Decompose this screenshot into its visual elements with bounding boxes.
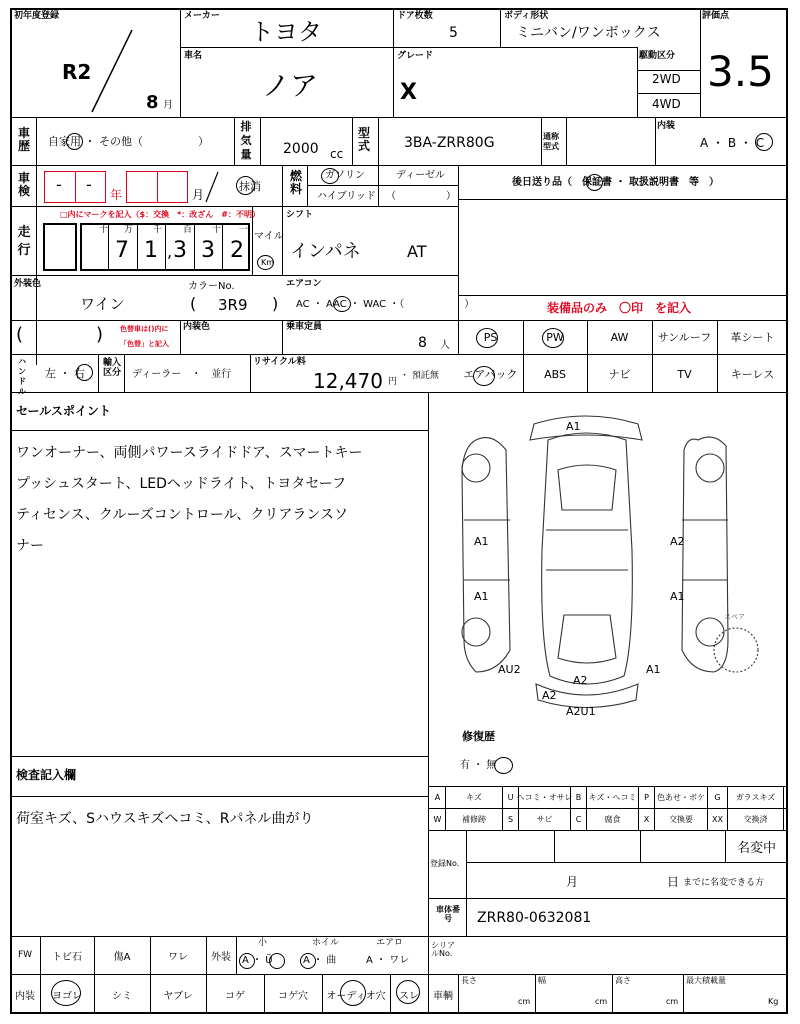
rule (282, 165, 283, 275)
code-key: U (503, 786, 519, 808)
recycle-value: 12,470 (313, 369, 383, 393)
fuel-label: 燃料 (289, 169, 302, 196)
shift-position: インパネ (290, 241, 361, 262)
handle-value: 左 ・ 右 (45, 367, 85, 380)
rule (250, 354, 251, 392)
inspection-text: 荷室キズ、Sハウスキズヘコミ、Rパネル曲がり (16, 811, 314, 827)
rule (108, 223, 109, 271)
rule (236, 936, 237, 974)
circle-mark (66, 133, 83, 150)
recycle-unit: 円 (388, 377, 398, 387)
chassis-value: ZRR80-0632081 (477, 910, 592, 926)
dim-unit: Kg (768, 997, 779, 1006)
maker-label: メーカー (184, 11, 220, 21)
rule (683, 974, 684, 1014)
circle-mark (257, 255, 274, 270)
circle-mark (236, 176, 255, 195)
diagram-label: A1 (566, 420, 581, 433)
rule (10, 117, 788, 118)
rule (165, 223, 166, 271)
car-diagram (436, 410, 782, 720)
name-label: 車名 (184, 51, 203, 61)
name-change-label: 名変中 (737, 841, 777, 856)
drive-2wd: 2WD (652, 72, 681, 86)
diagram-label: A1 (474, 590, 489, 603)
rear-window (558, 615, 616, 663)
diagram-label: A1 (646, 663, 661, 676)
dim-height-label: 高さ (615, 976, 631, 985)
equip-keyless[interactable]: キーレス (730, 368, 775, 381)
rule (10, 796, 428, 797)
rule (180, 320, 181, 354)
fuel-open: （ (386, 191, 396, 202)
after-delivery-label: 後日送り品（ 保証書 ・ 取扱説明書 等 ） (512, 177, 719, 188)
dims-label: 車輌 (433, 990, 453, 1002)
rule (307, 185, 458, 186)
history-value: 自家用 ・ その他（ ） (48, 135, 209, 148)
circle-mark (269, 953, 285, 969)
rule (458, 974, 459, 1014)
rule (10, 354, 458, 355)
spare-tire (714, 628, 758, 672)
name-value: ノア (262, 69, 319, 102)
rule (10, 320, 458, 321)
dim-width-label: 幅 (538, 976, 546, 985)
history-label: 車歴 (17, 126, 30, 153)
small-label: 小 (258, 938, 268, 948)
first-reg-label: 初年度登録 (14, 11, 60, 21)
code-desc: 色あせ・ボケ (655, 786, 708, 808)
month-unit-2: 月 (192, 188, 205, 202)
rule (260, 117, 261, 165)
right-side (682, 437, 728, 672)
first-reg-era: R2 (62, 60, 92, 84)
front-view (530, 416, 642, 440)
mileage-digit: 7 (115, 238, 129, 263)
paren-close: ) (272, 294, 279, 313)
sales-line: ナー (16, 538, 44, 554)
rule (554, 830, 555, 862)
small-opts: A ・ Ü (242, 955, 273, 966)
equip-navi[interactable]: ナビ (608, 368, 631, 381)
wheel-opts: A ・ 曲 (303, 955, 337, 966)
int-label: 内装 (15, 990, 35, 1002)
disp-unit: cc (330, 147, 344, 161)
rule (124, 354, 125, 392)
dim-length-label: 長さ (461, 976, 477, 985)
paren-close: ) (96, 324, 104, 345)
unit-ju: 十 (212, 225, 222, 235)
rule (640, 830, 641, 862)
code-key: A (430, 786, 446, 808)
int-color-label: 内装色 (183, 322, 211, 332)
diagram-label: A1 (670, 590, 685, 603)
rule (180, 8, 181, 117)
diagram-label: A2 (542, 689, 557, 702)
wheel (696, 454, 724, 482)
model-value: 3BA-ZRR80G (404, 135, 495, 151)
int-koge: コゲ (225, 990, 245, 1002)
rule (10, 165, 788, 166)
disp-label: 排気量 (240, 120, 252, 161)
wheel (462, 454, 490, 482)
sales-line: プッシュスタート、LEDヘッドライト、トヨタセーフ (16, 476, 346, 492)
code-key: P (639, 786, 655, 808)
model-label: 型式 (357, 126, 370, 153)
mileage-note: □内にマークを記入（$：交換 *：改ざん #：不明） (60, 210, 261, 219)
unit-man: 万 (124, 225, 134, 235)
serial-label: シリアルNo. (431, 941, 455, 958)
disp-value: 2000 (283, 141, 319, 157)
int-kogeana: コゲ穴 (278, 990, 308, 1002)
unit-10man: 十 (99, 225, 109, 235)
code-key: S (503, 808, 519, 830)
mileage-label: 走行 (17, 225, 31, 258)
equip-aw[interactable]: AW (610, 330, 629, 344)
circle-mark (396, 980, 420, 1004)
expired-value: 抹消 (239, 180, 261, 193)
rule (428, 392, 429, 936)
rule (428, 830, 788, 831)
circle-mark (51, 980, 81, 1006)
body-value: ミニバン/ワンボックス (516, 25, 661, 41)
equip-pw[interactable]: PW (546, 330, 564, 344)
wheel (462, 618, 490, 646)
rule (637, 47, 638, 117)
fw-tobiishi: トビ石 (52, 951, 82, 963)
equip-airbag[interactable]: エアバック (463, 368, 518, 381)
rule (10, 206, 458, 207)
diagram-label: AU2 (498, 663, 521, 676)
circle-mark (340, 980, 366, 1006)
code-desc: ガラスキズ (728, 786, 784, 808)
rule (180, 47, 637, 48)
km-label: Km (261, 258, 275, 267)
code-key: B (571, 786, 587, 808)
dim-load-label: 最大積載量 (686, 976, 726, 985)
ac-value: AC ・ AAC ・ WAC ・（ ） (296, 299, 475, 310)
paren-open: ( (16, 324, 24, 345)
rule (282, 320, 283, 354)
dash: - (86, 175, 92, 194)
equip-ps[interactable]: PS (483, 330, 498, 344)
rule (725, 830, 726, 862)
circle-mark (76, 364, 93, 381)
equip-sunroof[interactable]: サンルーフ (657, 331, 712, 344)
rule (500, 8, 501, 47)
fuel-hybrid: ハイブリッド (317, 191, 376, 202)
rule (458, 354, 788, 355)
fuel-diesel: ディーゼル (396, 170, 445, 181)
spare-label: スペア (724, 613, 745, 621)
diagram-label: A2U1 (566, 705, 596, 718)
tsusho-label: 通称型式 (543, 132, 559, 151)
ext-color-value: ワイン (80, 295, 125, 313)
fuel-gasoline: ガソリン (325, 170, 365, 181)
circle-mark (300, 953, 316, 969)
int-sure: スレ (399, 990, 419, 1002)
mileage-unit-label: マイル (254, 231, 284, 242)
diagram-label: A2 (573, 674, 588, 687)
repair-title: 修復歴 (462, 730, 495, 743)
month-unit: 月 (163, 100, 173, 111)
interior-value: A ・ B ・ C (700, 136, 765, 150)
inspection-month-box2[interactable] (157, 171, 188, 203)
equip-title: 装備品のみ 〇印 を記入 (547, 301, 692, 315)
windshield (558, 465, 616, 510)
handle-label: ハンドル (18, 357, 26, 396)
rule (378, 117, 379, 165)
code-desc: キズ・ヘコミ (587, 786, 639, 808)
code-desc: 腐食 (587, 808, 639, 830)
inspection-label: 車検 (17, 171, 30, 198)
diagram-label: A1 (474, 535, 489, 548)
rule (10, 392, 788, 393)
reg-until: までに名変できる方 (683, 878, 765, 888)
rule (137, 223, 138, 271)
rule (393, 8, 394, 117)
unit-ichi: 一 (239, 225, 249, 235)
rule (566, 117, 567, 165)
int-shimi: シミ (112, 990, 132, 1002)
drive-label: 駆動区分 (639, 51, 676, 61)
rule (10, 756, 428, 757)
rule (10, 430, 428, 431)
doors-label: ドア枚数 (397, 11, 433, 21)
rule (466, 830, 467, 898)
ext-label: 外装 (211, 951, 231, 963)
rule (194, 223, 195, 271)
paren-open: ( (190, 294, 197, 313)
circle-mark (542, 328, 564, 348)
colorno-value: 3R9 (218, 296, 248, 314)
equip-tv[interactable]: TV (677, 367, 692, 381)
circle-mark (239, 953, 255, 969)
diagram-label: A2 (670, 535, 685, 548)
inspection-title: 検査記入欄 (16, 768, 77, 782)
body-label: ボディ形状 (504, 11, 549, 21)
repair-value: 有 ・ 無 (460, 760, 497, 771)
code-desc: 補修跡 (446, 808, 503, 830)
interior-label: 内装 (657, 121, 676, 131)
score-label: 評価点 (702, 11, 730, 21)
circle-mark (473, 366, 495, 386)
code-desc: 交換済 (728, 808, 784, 830)
circle-mark (333, 296, 351, 312)
recycle-label: リサイクル料 (253, 357, 306, 367)
mileage-digit: 2 (230, 238, 244, 263)
code-desc: サビ (519, 808, 571, 830)
code-key: XX (708, 808, 728, 830)
left-side (462, 438, 510, 672)
mileage-digit: 3 (173, 238, 187, 263)
fuel-close: ） (446, 191, 456, 202)
rule (700, 8, 701, 117)
reg-day: 日 (667, 875, 680, 889)
code-key: C (571, 808, 587, 830)
equip-leather[interactable]: 革シート (730, 331, 775, 344)
color-change-note2: 「色替」と記入 (120, 340, 169, 348)
shift-label: シフト (286, 210, 314, 220)
capacity-value: 8 (418, 335, 427, 351)
sales-body (16, 438, 421, 562)
rule (352, 117, 353, 165)
mileage-digit: 1 (144, 238, 158, 263)
circle-mark (476, 328, 498, 348)
wheel-label: ホイル (312, 938, 340, 948)
code-key: X (639, 808, 655, 830)
mileage-digit-box[interactable] (43, 223, 77, 271)
slash-mark (90, 28, 136, 114)
ext-color-label: 外装色 (14, 279, 42, 289)
code-key: W (430, 808, 446, 830)
deposit-value: ・ 預託無 (400, 371, 439, 381)
car-top-body (542, 433, 633, 687)
score-value: 3.5 (707, 47, 774, 96)
rule (428, 898, 788, 899)
int-audio: オーディオ穴 (326, 990, 386, 1002)
drive-4wd: 4WD (652, 97, 681, 111)
rule (541, 117, 542, 165)
fw-kizu: 傷A (113, 951, 131, 963)
rule (637, 70, 700, 71)
rule (222, 223, 223, 271)
rule (10, 275, 458, 276)
color-change-note1: 色替車は()内に (120, 325, 169, 333)
wheel (696, 618, 724, 646)
sales-title: セールスポイント (16, 404, 111, 418)
first-reg-month: 8 (146, 92, 159, 113)
reg-label: 登録No. (430, 859, 460, 868)
reg-month: 月 (566, 875, 579, 889)
capacity-unit: 人 (440, 340, 450, 351)
aero-opts: A ・ ワレ (366, 955, 410, 966)
aero-label: エアロ (376, 938, 404, 948)
rule (612, 974, 613, 1014)
import-label: 輸入区分 (102, 358, 121, 378)
rule (98, 354, 99, 392)
rule (234, 117, 235, 165)
unit-sen: 千 (153, 225, 163, 235)
dim-unit: cm (666, 997, 679, 1006)
rule (458, 199, 788, 200)
doors-value: 5 (449, 25, 458, 41)
unit-hyaku: 百 (183, 225, 193, 235)
equip-abs[interactable]: ABS (544, 367, 566, 381)
import-value: ディーラー ・ 並行 (132, 369, 232, 380)
maker-value: トヨタ (250, 18, 322, 46)
comma-mark: , (167, 242, 173, 261)
rule (466, 898, 467, 936)
dim-unit: cm (518, 997, 531, 1006)
rule (535, 974, 536, 1014)
rule (637, 93, 700, 94)
colorno-label: カラーNo. (188, 281, 235, 292)
circle-mark (494, 757, 513, 774)
code-desc: キズ (446, 786, 503, 808)
ac-label: エアコン (286, 279, 322, 289)
code-key: G (708, 786, 728, 808)
dash: - (56, 175, 62, 194)
sales-line: ワンオーナー、両側パワースライドドア、スマートキー (16, 445, 363, 461)
chassis-label: 車体番号 (436, 905, 460, 923)
sales-line: ティセンス、クルーズコントロール、クリアランスソ (16, 507, 348, 523)
fw-label: FW (17, 950, 33, 960)
grade-value: X (400, 80, 417, 105)
circle-mark (755, 133, 773, 151)
rule (458, 295, 788, 296)
mileage-digit: 3 (201, 238, 215, 263)
fw-ware: ワレ (168, 951, 188, 963)
grade-label: グレード (397, 51, 434, 61)
rule (36, 117, 37, 365)
circle-mark (586, 174, 603, 191)
slash-mark (204, 170, 220, 204)
shift-type: AT (407, 242, 427, 261)
rule (655, 117, 656, 165)
capacity-label: 乗車定員 (286, 322, 323, 332)
int-yabure: ヤブレ (163, 990, 193, 1002)
code-desc: 交換要 (655, 808, 708, 830)
code-desc: ヘコミ・オサレ (519, 786, 571, 808)
int-yogore: ヨゴレ (52, 990, 82, 1002)
dim-unit: cm (595, 997, 608, 1006)
rule (466, 862, 788, 863)
circle-mark (321, 168, 339, 184)
year-unit: 年 (110, 188, 123, 202)
